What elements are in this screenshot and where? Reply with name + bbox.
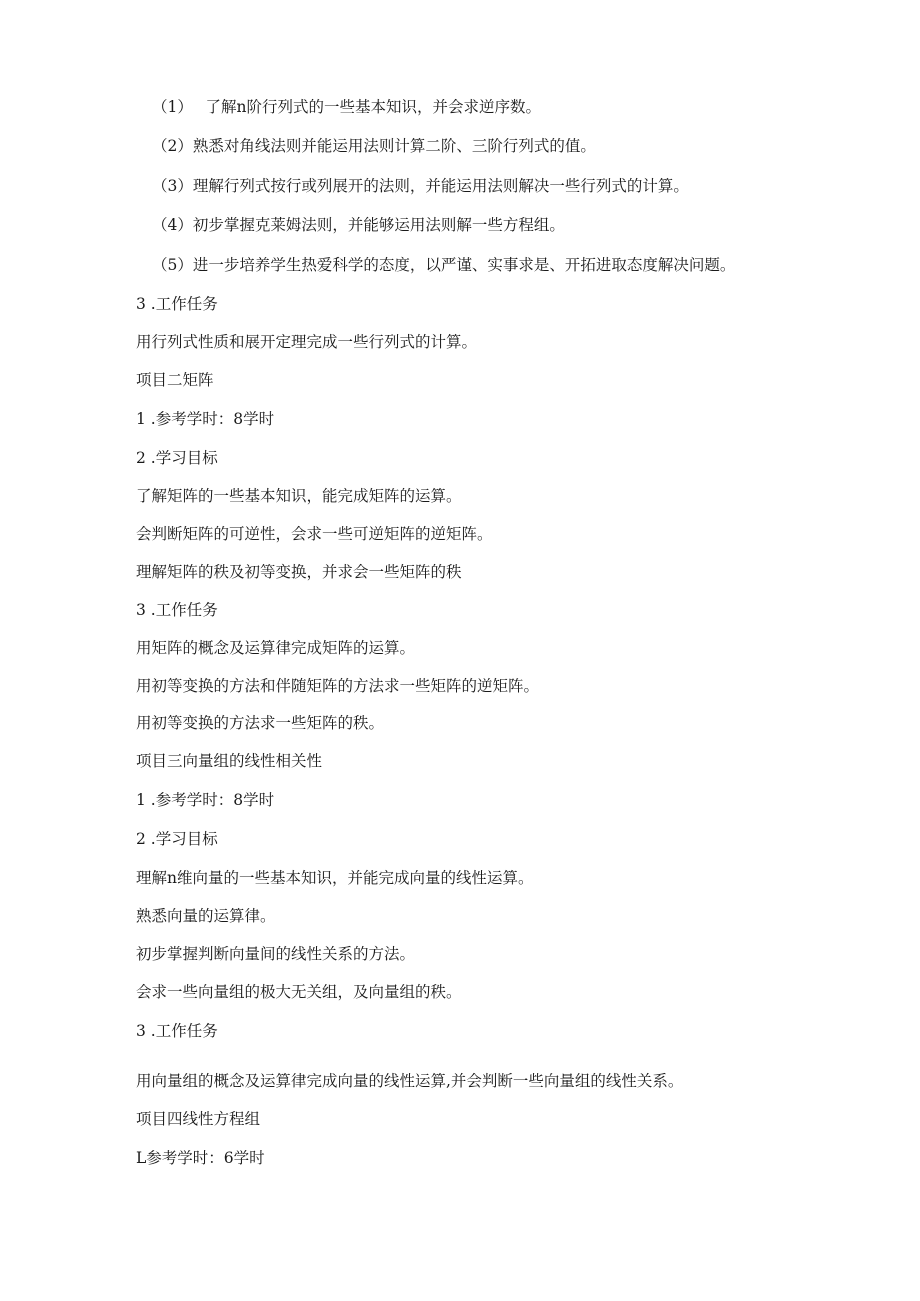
objective-item-3: （3）理解行列式按行或列展开的法则，并能运用法则解决一些行列式的计算。	[152, 177, 689, 195]
section-heading-hours: 1 .参考学时：8学时	[136, 410, 275, 428]
objective-item-5: （5）进一步培养学生热爱科学的态度，以严谨、实事求是、开拓进取态度解决问题。	[152, 256, 736, 274]
project-heading-matrix: 项目二矩阵	[136, 371, 214, 389]
section-heading-work-tasks: 3 .工作任务	[136, 601, 218, 619]
paragraph-line: 理解矩阵的秩及初等变换，并求会一些矩阵的秩	[136, 563, 462, 581]
paragraph-line: 用初等变换的方法求一些矩阵的秩。	[136, 714, 385, 732]
objective-item-1: （1） 了解n阶行列式的一些基本知识，并会求逆序数。	[152, 98, 542, 116]
objective-item-4: （4）初步掌握克莱姆法则，并能够运用法则解一些方程组。	[152, 216, 565, 234]
paragraph-line: 用矩阵的概念及运算律完成矩阵的运算。	[136, 639, 416, 657]
paragraph-line: 了解矩阵的一些基本知识，能完成矩阵的运算。	[136, 487, 462, 505]
paragraph-line: 初步掌握判断向量间的线性关系的方法。	[136, 945, 416, 963]
section-heading-goals: 2 .学习目标	[136, 830, 218, 848]
section-heading-goals: 2 .学习目标	[136, 449, 218, 467]
section-heading-work-tasks: 3 .工作任务	[136, 1022, 218, 1040]
objective-item-2: （2）熟悉对角线法则并能运用法则计算二阶、三阶行列式的值。	[152, 137, 596, 155]
paragraph-line: 用初等变换的方法和伴随矩阵的方法求一些矩阵的逆矩阵。	[136, 677, 540, 695]
project-heading-linear-equations: 项目四线性方程组	[136, 1110, 261, 1128]
paragraph-line: 会判断矩阵的可逆性，会求一些可逆矩阵的逆矩阵。	[136, 525, 493, 543]
project-heading-vectors: 项目三向量组的线性相关性	[136, 752, 323, 770]
section-heading-work-tasks: 3 .工作任务	[136, 295, 218, 313]
paragraph-line: 会求一些向量组的极大无关组，及向量组的秩。	[136, 983, 462, 1001]
paragraph-line: 用向量组的概念及运算律完成向量的线性运算,并会判断一些向量组的线性关系。	[136, 1072, 684, 1090]
paragraph-line: 理解n维向量的一些基本知识，并能完成向量的线性运算。	[136, 869, 534, 887]
paragraph-line: 用行列式性质和展开定理完成一些行列式的计算。	[136, 333, 478, 351]
paragraph-line: 熟悉向量的运算律。	[136, 907, 276, 925]
section-heading-hours: L参考学时：6学时	[136, 1149, 265, 1167]
section-heading-hours: 1 .参考学时：8学时	[136, 791, 275, 809]
